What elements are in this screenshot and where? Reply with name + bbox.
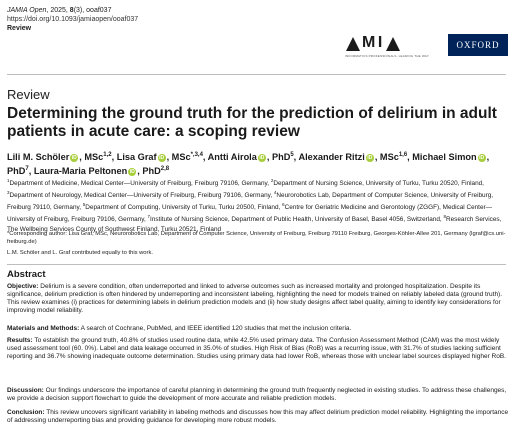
affiliations: $^1$Department of Medicine, Medical Center—University of Freiburg, Freiburg 79106, Germany, $^2$Department of Nursing Science, University of Turku, Turku 20520, Finland, $^3$Department of Neurology, Medical Center—University of Freiburg, Freiburg 79106, Germany, $^4$Neurorobotics Lab, Department of Computer Science, University of Freiburg, Freiburg 79110, Germany, $^5$Department of Computing, University of Turku, Turku 20500, Finland, $^6$Centre for Geriatric Medicine and Gerontology (ZGGF), Medical Center—University of Freiburg, Freiburg 79106, Germany, $^7$Institute of Nursing Science, Department of Public Health, University of Basel, Basel 4056, Switzerland, $^8$Research Services, The Wellbeing Services County of Southwest Finland, Turku 20521, Finland — [7, 178, 502, 233]
article-title: Determining the ground truth for the prediction of delirium in adult patients in acute care: a scoping review — [7, 105, 497, 140]
journal-meta — [7, 6, 138, 33]
amia-letter-i: I — [377, 34, 384, 51]
header-divider — [7, 74, 506, 75]
amia-logo — [345, 35, 440, 63]
orcid-icon[interactable]: iD — [71, 154, 77, 161]
author: Lisa Graf iD , MSc$^{*,3,4}$, — [116, 152, 208, 163]
amia-a-triangle-icon — [386, 37, 400, 51]
doi-link[interactable]: https://doi.org/10.1093/jamiaopen/ooaf037 — [7, 16, 139, 23]
orcid-icon[interactable]: iD — [479, 154, 485, 161]
orcid-icon[interactable]: iD — [367, 154, 373, 161]
journal-article-id: , ooaf037 — [82, 7, 112, 14]
abstract-objective: Objective: Delirium is a severe condition, often underreported and linked to adverse outcomes such as increased mortality and prolonged hospitalization. Despite its significance, delirium prediction is often hindered by underreporting and inconsistent labeling, highlighting the need for models trained on reliably labeled data (ground truth). This review examines (i) practices for determining labels in delirium prediction models and (ii) how study designs affect label quality, aiming to identify key considerations for improving model reliability. — [7, 283, 503, 314]
article-type: Review — [7, 25, 32, 32]
author: Laura-Maria Peltonen iD , PhD$^{2,8}$ — [33, 166, 170, 177]
orcid-icon[interactable]: iD — [159, 154, 165, 161]
amia-tagline: INFORMATICS PROFESSIONALS. LEADING THE WAY. — [345, 54, 430, 58]
abstract-conclusion: Conclusion: This review uncovers significant variability in labeling methods and discusses how this may affect delirium prediction model reliability. Highlighting the importance of addressing underreporting bias and providing guidance for developing more robust models. — [7, 409, 509, 424]
corresponding-author: *Corresponding author: Lisa Graf, MSc, Neurorobotics Lab, Department of Computer Science, University of Freiburg, Freiburg 79110 Freiburg, Georges-Köhler-Allee 201, Germany (lgraf@cs.uni-freiburg.de) — [7, 231, 506, 245]
amia-letter-m: M — [362, 34, 377, 51]
amia-wordmark — [345, 35, 440, 51]
equal-contribution-note: L.M. Schöler and L. Graf contributed equally to this work. — [7, 250, 153, 256]
author-list — [7, 149, 510, 177]
journal-name: JAMIA Open — [7, 7, 47, 14]
section-label: Review — [7, 87, 50, 102]
author: Michael Simon iD , PhD$^7$, — [7, 152, 490, 177]
abstract-heading: Abstract — [7, 269, 46, 280]
author: Alexander Ritzi iD , MSc$^{1,6}$, — [298, 152, 413, 163]
oxford-logo: OXFORD — [448, 34, 508, 56]
journal-year: , 2025, — [46, 7, 70, 14]
journal-issue: (3) — [73, 7, 83, 14]
orcid-icon[interactable]: iD — [129, 168, 135, 175]
abstract-discussion: Discussion: Our findings underscore the importance of careful planning in determining the ground truth frequently neglected in existing studies. To address these challenges, we provide a decision support flowchart to guide the development of more accurate and reliable prediction models. — [7, 387, 507, 402]
author: Lili M. Schöler iD , MSc$^{1,2}$, — [7, 152, 117, 163]
author: Antti Airola iD , PhD$^5$, — [207, 152, 299, 163]
abstract-results: Results: To establish the ground truth, 40.8% of studies used routine data, while 42.5% used primary data. The Confusion Assessment Method (CAM) was the most widely used assessment tool (60. 0%). Label and data leakage occurred in 35.0% of studies. High Risk of Bias (RoB) was a recurring issue, with 31.7% of studies lacking sufficient reporting and 36.7% showing inadequate outcome determination. Studies using primary data had lower RoB, whereas those with unclear label sources displayed higher RoB. — [7, 337, 506, 360]
journal-citation — [7, 6, 138, 15]
abstract-divider — [7, 264, 506, 265]
journal-volume: 8 — [69, 7, 74, 14]
amia-a-triangle-icon — [346, 37, 360, 51]
orcid-icon[interactable]: iD — [259, 154, 265, 161]
abstract-methods: Materials and Methods: A search of Cochrane, PubMed, and IEEE identified 120 studies that met the inclusion criteria. — [7, 325, 352, 332]
